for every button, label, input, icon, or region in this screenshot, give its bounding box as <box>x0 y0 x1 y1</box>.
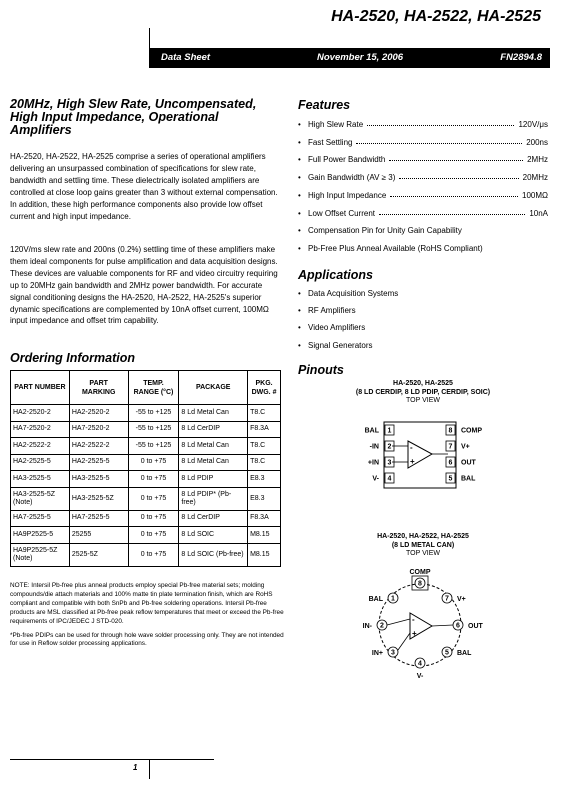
table-cell: HA3-2525-5Z <box>69 487 128 510</box>
feature-item <box>298 155 548 167</box>
feature-label: Low Offset Current <box>308 209 375 218</box>
pin-number: 3 <box>391 649 395 657</box>
bullet: • <box>298 138 301 147</box>
leader-dots <box>390 196 518 197</box>
bullet: • <box>298 120 301 129</box>
pin-number: 8 <box>418 580 422 588</box>
bullet: • <box>298 173 301 182</box>
minus-sign: - <box>412 615 415 624</box>
bullet: • <box>298 323 301 332</box>
pin-number: 2 <box>380 622 384 630</box>
leader-dots <box>379 214 525 215</box>
table-header-row <box>11 371 281 405</box>
table-cell: 8 Ld PDIP <box>179 471 248 488</box>
feature-value: 20MHz <box>522 173 548 182</box>
pin-label: IN+ <box>371 650 383 657</box>
features-heading: Features <box>298 98 351 112</box>
pin-number: 4 <box>387 475 392 483</box>
pin-label: BAL <box>457 650 472 657</box>
feature-item <box>298 173 548 185</box>
pin-label: +IN <box>367 459 379 467</box>
plus-sign: + <box>410 457 415 466</box>
bullet: • <box>298 191 301 200</box>
table-cell: 8 Ld SOIC (Pb-free) <box>179 543 248 566</box>
pin-number: 6 <box>456 622 460 630</box>
table-cell: -55 to +125 <box>128 421 179 438</box>
can-pinout-caption <box>298 533 548 559</box>
application-label: RF Amplifiers <box>308 306 356 315</box>
table-cell: 8 Ld Metal Can <box>179 438 248 455</box>
table-row <box>11 487 281 510</box>
column-header: PART MARKING <box>69 371 128 405</box>
table-cell: E8.3 <box>248 471 281 488</box>
footer-rule <box>10 759 214 760</box>
can-pinout-diagram <box>340 566 500 684</box>
pin-label: COMP <box>409 569 431 576</box>
table-cell: E8.3 <box>248 487 281 510</box>
application-label: Data Acquisition Systems <box>308 289 399 298</box>
table-cell: HA7-2520-2 <box>11 421 70 438</box>
table-cell: 0 to +75 <box>128 471 179 488</box>
table-cell: T8.C <box>248 438 281 455</box>
can-pinout-view: TOP VIEW <box>406 550 440 557</box>
feature-value: 200ns <box>526 138 548 147</box>
feature-label: Gain Bandwidth (AV ≥ 3) <box>308 173 396 182</box>
table-cell: HA2-2525-5 <box>69 454 128 471</box>
leader-dots <box>399 178 519 179</box>
table-cell: HA7-2525-5 <box>69 510 128 527</box>
pin-label: BAL <box>364 427 379 435</box>
table-cell: 0 to +75 <box>128 454 179 471</box>
header-doc-type: Data Sheet <box>161 52 211 63</box>
pinouts-heading: Pinouts <box>298 363 344 377</box>
dip-pinout-title: HA-2520, HA-2525 <box>393 380 453 387</box>
bullet: • <box>298 209 301 218</box>
bullet: • <box>298 341 301 350</box>
table-cell: T8.C <box>248 454 281 471</box>
plus-sign: + <box>412 629 417 638</box>
table-row <box>11 471 281 488</box>
leader-dots <box>356 143 522 144</box>
pdip-footnote: *Pb-free PDIPs can be used for through hole wave solder processing only. They are not intended for use in Reflow solder processing applications. <box>10 631 284 648</box>
pin-number: 1 <box>391 595 395 603</box>
table-cell: HA3-2525-5Z (Note) <box>11 487 70 510</box>
table-cell: -55 to +125 <box>128 438 179 455</box>
ordering-table <box>10 370 281 567</box>
table-cell: M8.15 <box>248 527 281 544</box>
table-cell: HA9P2525-5 <box>11 527 70 544</box>
applications-heading: Applications <box>298 268 374 282</box>
leader-dots <box>367 125 514 126</box>
table-cell: HA2-2522-2 <box>69 438 128 455</box>
feature-item <box>298 120 548 132</box>
feature-label: Compensation Pin for Unity Gain Capability <box>308 226 462 235</box>
wire <box>387 619 410 625</box>
intro-paragraph-2: 120V/ms slew rate and 200ns (0.2%) settling time of these amplifiers make them ideal components for pulse amplification and data acquisition designs. These devices are valuable components for RF and video circuitry requiring up to 20MHz gain bandwidth and 2MHz power bandwidth. For accurate signal conditioning designs the HA-2520, HA-2522, HA-2525's superior dynamic specifications are complemented by 10nA offset current, 100MΩ input impedance and offset trim capability. <box>10 245 278 326</box>
pin-label: OUT <box>461 459 476 467</box>
pin-number: 7 <box>445 595 449 603</box>
table-cell: F8.3A <box>248 510 281 527</box>
bullet: • <box>298 226 301 235</box>
pin-label: V- <box>416 673 424 680</box>
table-cell: T8.C <box>248 405 281 422</box>
pin-label: V+ <box>457 596 466 603</box>
table-cell: 8 Ld CerDIP <box>179 421 248 438</box>
table-row <box>11 438 281 455</box>
pin-label: IN- <box>362 623 372 630</box>
wire <box>398 633 410 650</box>
pb-free-note: NOTE: Intersil Pb-free plus anneal products employ special Pb-free material sets; molding compounds/die attach materials and 100% matte tin plate termination finish, which are RoHS compliant and compatible with both SnPb and Pb-free soldering operations. Intersil Pb-free products are MSL classified at Pb-free peak reflow temperatures that meet or exceed the Pb-free requirements of IPC/JEDEC J STD-020. <box>10 582 284 625</box>
footer-divider <box>149 759 150 779</box>
table-row <box>11 421 281 438</box>
feature-value: 10nA <box>529 209 548 218</box>
application-label: Signal Generators <box>308 341 373 350</box>
pin-number: 8 <box>448 427 453 435</box>
dip-pinout-view: TOP VIEW <box>406 397 440 404</box>
feature-item <box>298 138 548 150</box>
product-title: 20MHz, High Slew Rate, Uncompensated, High Input Impedance, Operational Amplifiers <box>10 97 257 137</box>
dip-pinout-subtitle: (8 LD CERDIP, 8 LD PDIP, CERDIP, SOIC) <box>355 388 491 396</box>
header-date: November 15, 2006 <box>317 52 404 63</box>
can-pinout-subtitle: (8 LD METAL CAN) <box>391 541 455 549</box>
pin-label: V+ <box>461 443 470 451</box>
ordering-heading: Ordering Information <box>10 351 135 365</box>
header-bar <box>149 48 550 68</box>
feature-item <box>298 244 548 256</box>
feature-value: 120V/μs <box>518 120 548 129</box>
dip-pinout-caption <box>298 380 548 406</box>
dip-package-outline <box>384 422 456 488</box>
pin-label: OUT <box>468 623 483 630</box>
table-cell: HA3-2525-5 <box>69 471 128 488</box>
feature-value: 2MHz <box>527 155 548 164</box>
table-row <box>11 527 281 544</box>
feature-label: High Input Impedance <box>308 191 387 200</box>
pin-label: BAL <box>368 596 383 603</box>
table-cell: 8 Ld PDIP* (Pb-free) <box>179 487 248 510</box>
feature-label: Pb-Free Plus Anneal Available (RoHS Compliant) <box>308 244 483 253</box>
feature-label: Full Power Bandwidth <box>308 155 386 164</box>
pin-number: 5 <box>448 475 453 483</box>
pin-number: 3 <box>387 459 392 467</box>
table-cell: HA2-2520-2 <box>11 405 70 422</box>
minus-sign: - <box>410 443 413 452</box>
table-cell: 2525-5Z <box>69 543 128 566</box>
bullet: • <box>298 155 301 164</box>
column-header: PACKAGE <box>179 371 248 405</box>
pin-number: 5 <box>445 649 449 657</box>
header-divider <box>149 28 150 48</box>
table-row <box>11 510 281 527</box>
bullet: • <box>298 244 301 253</box>
page-number: 1 <box>133 763 138 772</box>
feature-label: Fast Settling <box>308 138 353 147</box>
ordering-notes <box>10 582 285 654</box>
pin-label: BAL <box>461 475 476 483</box>
table-row <box>11 454 281 471</box>
table-cell: 25255 <box>69 527 128 544</box>
table-row <box>11 405 281 422</box>
pin-label: COMP <box>461 427 482 435</box>
table-cell: 8 Ld Metal Can <box>179 454 248 471</box>
pin-number: 6 <box>448 459 453 467</box>
feature-value: 100MΩ <box>522 191 548 200</box>
table-cell: HA7-2520-2 <box>69 421 128 438</box>
pin-number: 2 <box>387 443 392 451</box>
pin-label: V- <box>372 475 379 483</box>
table-cell: -55 to +125 <box>128 405 179 422</box>
column-header: TEMP. RANGE (°C) <box>128 371 179 405</box>
can-pinout-title: HA-2520, HA-2522, HA-2525 <box>377 533 469 540</box>
pin-number: 7 <box>448 443 453 451</box>
feature-label: High Slew Rate <box>308 120 364 129</box>
table-cell: HA9P2525-5Z (Note) <box>11 543 70 566</box>
pin-label: -IN <box>369 443 379 451</box>
header-doc-number: FN2894.8 <box>500 52 542 63</box>
column-header: PART NUMBER <box>11 371 70 405</box>
table-cell: HA7-2525-5 <box>11 510 70 527</box>
table-cell: HA3-2525-5 <box>11 471 70 488</box>
wire <box>432 625 453 626</box>
bullet: • <box>298 289 301 298</box>
table-row <box>11 543 281 566</box>
table-cell: 8 Ld CerDIP <box>179 510 248 527</box>
document-title: HA-2520, HA-2522, HA-2525 <box>331 8 541 25</box>
table-cell: HA2-2525-5 <box>11 454 70 471</box>
table-cell: 0 to +75 <box>128 487 179 510</box>
feature-item <box>298 226 548 238</box>
table-cell: 8 Ld SOIC <box>179 527 248 544</box>
feature-item <box>298 191 548 203</box>
application-label: Video Amplifiers <box>308 323 366 332</box>
feature-item <box>298 209 548 221</box>
leader-dots <box>389 160 523 161</box>
intro-paragraph-1: HA-2520, HA-2522, HA-2525 comprise a series of operational amplifiers delivering an unsurpassed combination of specifications for slew rate, bandwidth and settling time. These dielectrically isolated amplifiers are controlled at close loop gains greater than 3 without external compensation. In addition, these high performance components also provide low offset current and high input impedance. <box>10 152 278 221</box>
column-header: PKG. DWG. # <box>248 371 281 405</box>
bullet: • <box>298 306 301 315</box>
table-cell: 0 to +75 <box>128 527 179 544</box>
table-cell: M8.15 <box>248 543 281 566</box>
table-cell: 0 to +75 <box>128 543 179 566</box>
table-cell: HA2-2522-2 <box>11 438 70 455</box>
pin-number: 4 <box>418 660 422 668</box>
table-cell: F8.3A <box>248 421 281 438</box>
table-cell: HA2-2520-2 <box>69 405 128 422</box>
pin-number: 1 <box>387 427 392 435</box>
table-cell: 8 Ld Metal Can <box>179 405 248 422</box>
table-cell: 0 to +75 <box>128 510 179 527</box>
dip-pinout-diagram <box>340 420 500 490</box>
